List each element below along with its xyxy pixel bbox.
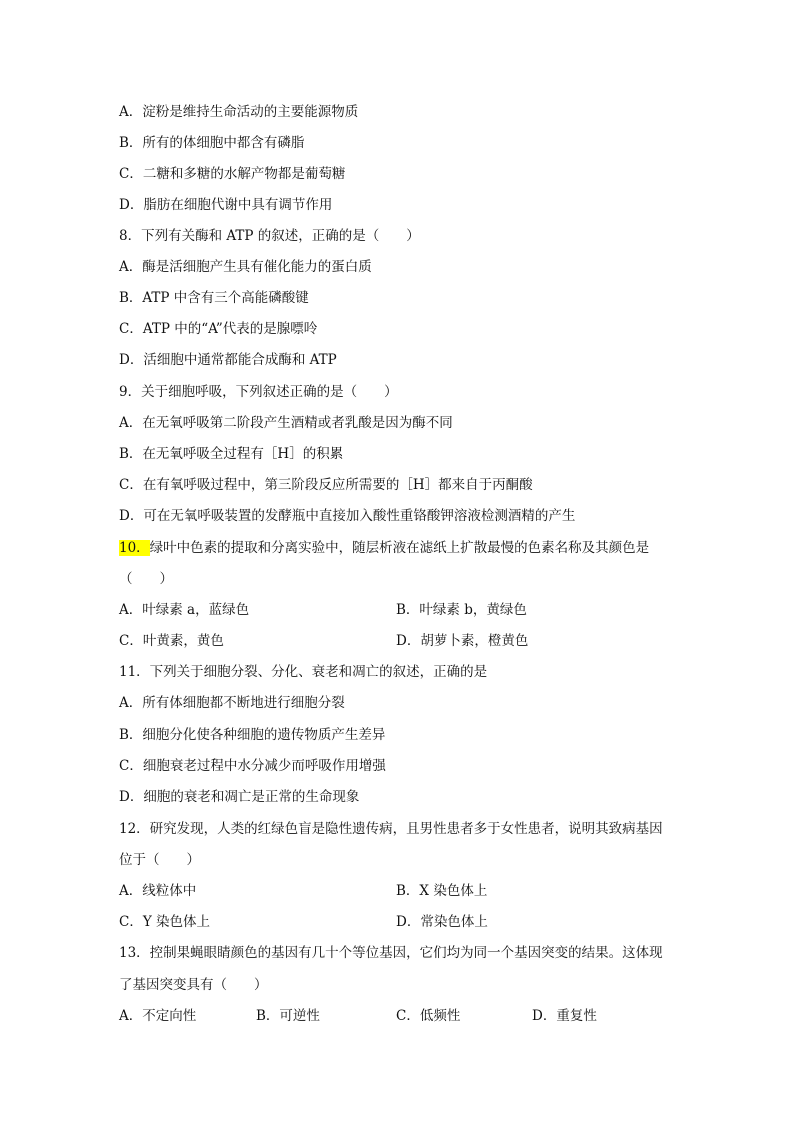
- q10-option-b: B．叶绿素 b，黄绿色: [396, 602, 527, 618]
- q13-stem: 13．控制果蝇眼睛颜色的基因有几十个等位基因，它们均为同一个基因突变的结果。这体现: [119, 945, 663, 961]
- q10-option-d: D．胡萝卜素，橙黄色: [396, 633, 529, 649]
- q8-stem: 8．下列有关酶和 ATP 的叙述，正确的是（ ）: [119, 228, 420, 244]
- q10-stem-line: [119, 539, 649, 557]
- q8-option-d: D．活细胞中通常都能合成酶和 ATP: [119, 352, 337, 368]
- q10-number-highlight: 10．: [119, 540, 150, 556]
- q13-stem-2: 了基因突变具有（ ）: [119, 977, 268, 993]
- q8-option-c: C．ATP 中的“A”代表的是腺嘌呤: [119, 321, 318, 337]
- q7-option-b: B．所有的体细胞中都含有磷脂: [119, 135, 305, 151]
- q10-stem: 绿叶中色素的提取和分离实验中，随层析液在滤纸上扩散最慢的色素名称及其颜色是: [149, 540, 650, 556]
- q7-option-d: D．脂肪在细胞代谢中具有调节作用: [119, 197, 333, 213]
- q11-stem: 11．下列关于细胞分裂、分化、衰老和凋亡的叙述，正确的是: [119, 664, 488, 680]
- q12-stem-2: 位于（ ）: [119, 852, 200, 868]
- q10-option-a: A．叶绿素 a，蓝绿色: [119, 602, 250, 618]
- q10-option-c: C．叶黄素，黄色: [119, 633, 224, 649]
- q13-option-b: B．可逆性: [256, 1008, 320, 1024]
- q12-option-d: D．常染色体上: [396, 914, 488, 930]
- q9-option-b: B．在无氧呼吸全过程有［H］的积累: [119, 446, 344, 462]
- q12-option-a: A．线粒体中: [119, 883, 197, 899]
- q9-option-c: C．在有氧呼吸过程中，第三阶段反应所需要的［H］都来自于丙酮酸: [119, 477, 533, 493]
- q11-option-d: D．细胞的衰老和凋亡是正常的生命现象: [119, 789, 360, 805]
- q8-option-b: B．ATP 中含有三个高能磷酸键: [119, 290, 309, 306]
- q7-option-a: A．淀粉是维持生命活动的主要能源物质: [119, 104, 359, 120]
- q11-option-a: A．所有体细胞都不断地进行细胞分裂: [119, 695, 345, 711]
- q13-option-d: D．重复性: [532, 1008, 597, 1024]
- q8-option-a: A．酶是活细胞产生具有催化能力的蛋白质: [119, 259, 372, 275]
- q10-stem-2: （ ）: [119, 571, 173, 587]
- q9-option-d: D．可在无氧呼吸装置的发酵瓶中直接加入酸性重铬酸钾溶液检测酒精的产生: [119, 508, 576, 524]
- q13-option-a: A．不定向性: [119, 1008, 197, 1024]
- q11-option-b: B．细胞分化使各种细胞的遗传物质产生差异: [119, 727, 386, 743]
- q7-option-c: C．二糖和多糖的水解产物都是葡萄糖: [119, 166, 346, 182]
- q9-stem: 9．关于细胞呼吸，下列叙述正确的是（ ）: [119, 384, 398, 400]
- q12-stem: 12．研究发现，人类的红绿色盲是隐性遗传病，且男性患者多于女性患者，说明其致病基因: [119, 821, 663, 837]
- q12-option-c: C．Y 染色体上: [119, 914, 211, 930]
- q12-option-b: B．X 染色体上: [396, 883, 488, 899]
- q13-option-c: C．低频性: [396, 1008, 461, 1024]
- q9-option-a: A．在无氧呼吸第二阶段产生酒精或者乳酸是因为酶不同: [119, 415, 453, 431]
- q11-option-c: C．细胞衰老过程中水分减少而呼吸作用增强: [119, 758, 386, 774]
